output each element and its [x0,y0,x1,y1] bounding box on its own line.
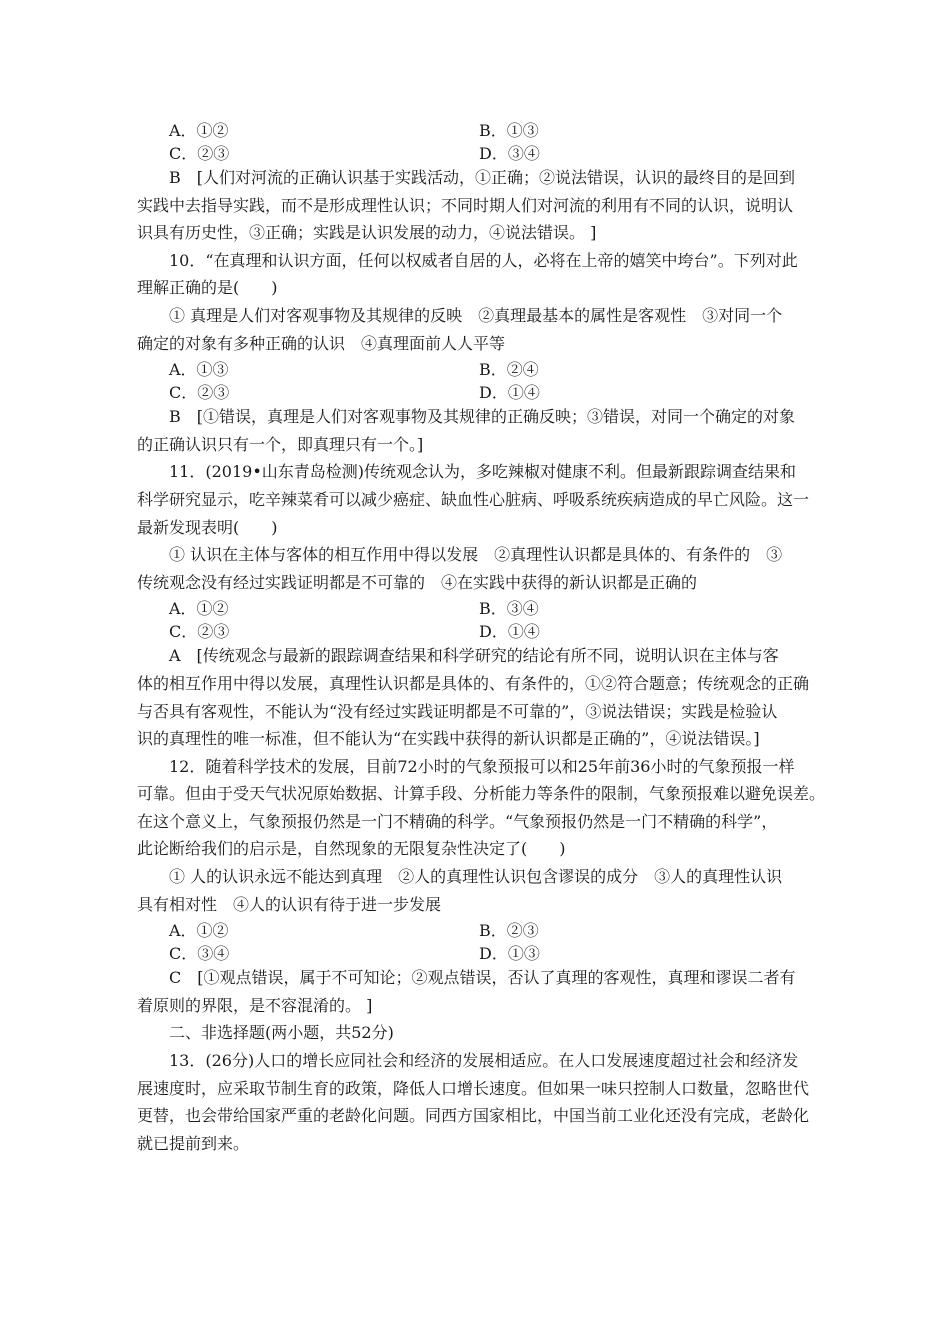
q12-options-row-1 [137,918,817,941]
q13-stem-line: 展速度时，应采取节制生育的政策，降低人口增长速度。但如果一味只控制人口数量，忽略世代 [137,1078,810,1098]
q9-answer-line: B [人们对河流的正确认识基于实践活动，①正确；②说法错误，认识的最终目的是回到 [169,168,796,187]
q10-option-c: C．②③ [169,383,230,403]
q12-option-b: B．②③ [479,921,539,941]
q9-option-a: A．①② [169,121,229,140]
q11-answer-line: 与否具有客观性，不能认为“没有经过实践证明都是不可靠的”，③说法错误；实践是检验认 [137,701,778,721]
q10-answer-line: 的正确认识只有一个，即真理只有一个。] [137,434,424,454]
q12-option-c: C．③④ [169,944,230,964]
q12-options-row-2 [137,941,817,964]
q11-options-row-1 [137,596,817,619]
q11-options-row-2 [137,619,817,642]
q11-stem-line: 最新发现表明( ) [137,517,278,537]
q10-stem-line: 10．“在真理和认识方面，任何以权威者自居的人，必将在上帝的嬉笑中垮台”。下列对此 [169,250,798,270]
q11-option-a: A．①② [169,599,229,619]
q11-option-d: D．①④ [479,622,540,642]
section-heading: 二、非选择题(两小题，共52分) [169,1023,394,1043]
q11-answer-line: 体的相互作用中得以发展，真理性认识都是具体的、有条件的，①②符合题意；传统观念的正确 [137,673,810,693]
q9-answer-line: 实践中去指导实践，而不是形成理性认识；不同时期人们对河流的利用有不同的认识，说明认 [137,195,794,215]
q12-stem-line: 12．随着科学技术的发展，目前72小时的气象预报可以和25年前36小时的气象预报一样 [169,756,795,776]
q9-options-row-1 [137,118,817,141]
q12-answer-line: 着原则的界限，是不容混淆的。 ] [137,995,373,1015]
q12-stem-line: 在这个意义上，气象预报仍然是一门不精确的科学。“气象预报仍然是一门不精确的科学”， [137,811,778,831]
exam-page [137,118,826,1157]
q10-statement-line: ① 真理是人们对客观事物及其规律的反映 ②真理最基本的属性是客观性 ③对同一个 [169,305,783,325]
q11-answer-line: 识的真理性的唯一标准，但不能认为“在实践中获得的新认识都是正确的”，④说法错误。] [137,729,760,749]
q9-option-b: B．①③ [479,121,539,140]
q12-stem-line: 此论断给我们的启示是，自然现象的无限复杂性决定了( ) [137,839,566,859]
q12-answer-line: C [①观点错误，属于不可知论；②观点错误，否认了真理的客观性，真理和谬误二者有 [169,968,796,988]
q10-stem-line: 理解正确的是( ) [137,278,278,298]
q10-option-a: A．①③ [169,360,229,380]
q9-options-row-2 [137,141,817,164]
q13-stem-line: 13．(26分)人口的增长应同社会和经济的发展相适应。在人口发展速度超过社会和经济发 [169,1051,799,1071]
q9-answer-line: 识具有历史性，③正确；实践是认识发展的动力，④说法错误。 ] [137,223,597,243]
q10-option-b: B．②④ [479,360,539,380]
q9-option-d: D．③④ [479,144,540,163]
q12-stem-line: 可靠。但由于受天气状况原始数据、计算手段、分析能力等条件的限制，气象预报难以避免误差。 [137,784,826,804]
q12-statement-line: ① 人的认识永远不能达到真理 ②人的真理性认识包含谬误的成分 ③人的真理性认识 [169,867,783,887]
q11-stem-line: 11．(2019•山东青岛检测)传统观念认为，多吃辣椒对健康不利。但最新跟踪调查结果和 [169,462,797,482]
q12-option-d: D．①③ [479,944,540,964]
q13-stem-line: 就已提前到来。 [137,1133,250,1153]
q10-answer-line: B [①错误，真理是人们对客观事物及其规律的正确反映；③错误，对同一个确定的对象 [169,407,796,427]
q10-options-row-2 [137,380,817,403]
q11-answer-line: A [传统观念与最新的跟踪调查结果和科学研究的结论有所不同，说明认识在主体与客 [169,646,779,666]
q11-statement-line: ① 认识在主体与客体的相互作用中得以发展 ②真理性认识都是具体的、有条件的 ③ [169,545,783,565]
q13-stem-line: 更替，也会带给国家严重的老龄化问题。同西方国家相比，中国当前工业化还没有完成，老龄化 [137,1106,810,1126]
q12-option-a: A．①② [169,921,229,941]
q11-stem-line: 科学研究显示，吃辛辣菜肴可以减少癌症、缺血性心脏病、呼吸系统疾病造成的早亡风险。这一 [137,489,810,509]
q10-statement-line: 确定的对象有多种正确的认识 ④真理面前人人平等 [137,333,506,353]
q11-option-b: B．③④ [479,599,539,619]
q11-option-c: C．②③ [169,622,230,642]
q9-option-c: C．②③ [169,144,230,163]
q12-statement-line: 具有相对性 ④人的认识有待于进一步发展 [137,894,442,914]
q10-options-row-1 [137,357,817,380]
q11-statement-line: 传统观念没有经过实践证明都是不可靠的 ④在实践中获得的新认识都是正确的 [137,572,698,592]
q10-option-d: D．①④ [479,383,540,403]
